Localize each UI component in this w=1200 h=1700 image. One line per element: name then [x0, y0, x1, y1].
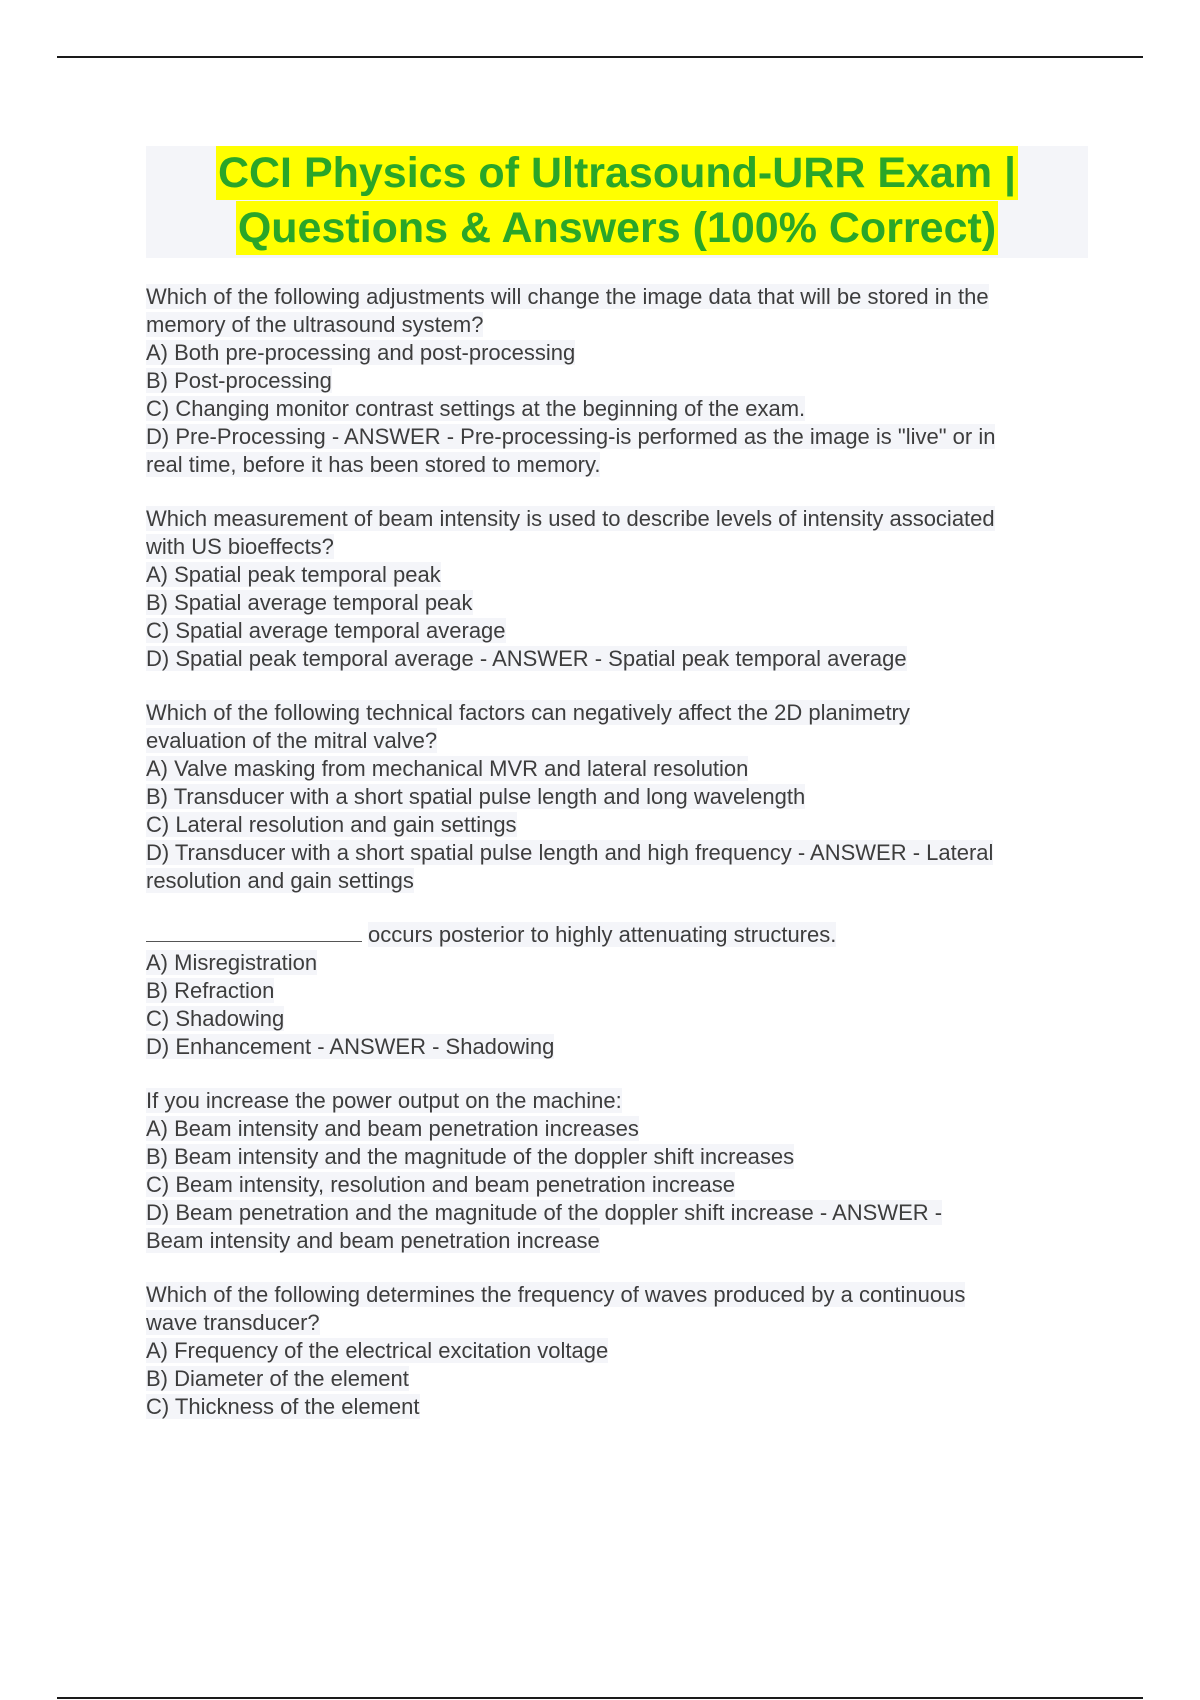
answer-option: C) Lateral resolution and gain settings	[146, 812, 517, 837]
answer-explanation: real time, before it has been stored to memory.	[146, 452, 601, 477]
answer-option: B) Refraction	[146, 978, 275, 1003]
question-block	[146, 1281, 1096, 1421]
answer-option: A) Valve masking from mechanical MVR and lateral resolution	[146, 756, 749, 781]
answer-option: C) Spatial average temporal average	[146, 618, 506, 643]
answer-option: C) Thickness of the element	[146, 1394, 420, 1419]
question-text: memory of the ultrasound system?	[146, 312, 484, 337]
question-block	[146, 921, 1096, 1061]
document-title	[146, 146, 1088, 258]
answer-option: B) Post-processing	[146, 368, 332, 393]
answer-option: C) Beam intensity, resolution and beam penetration increase	[146, 1172, 736, 1197]
answer-option: B) Beam intensity and the magnitude of the doppler shift increases	[146, 1144, 795, 1169]
question-text: Which of the following adjustments will change the image data that will be stored in the	[146, 284, 989, 309]
answer-option: A) Frequency of the electrical excitation voltage	[146, 1338, 609, 1363]
answer-option: B) Transducer with a short spatial pulse length and long wavelength	[146, 784, 806, 809]
answer-option: B) Diameter of the element	[146, 1366, 409, 1391]
answer-option: D) Pre-Processing - ANSWER - Pre-processing-is performed as the image is "live" or in	[146, 424, 996, 449]
answer-option: A) Spatial peak temporal peak	[146, 562, 441, 587]
question-text: wave transducer?	[146, 1310, 320, 1335]
answer-explanation: Beam intensity and beam penetration increase	[146, 1228, 600, 1253]
title-line-2: Questions & Answers (100% Correct)	[236, 201, 998, 255]
header-rule	[57, 56, 1143, 58]
answer-option: A) Both pre-processing and post-processing	[146, 340, 576, 365]
question-text: Which measurement of beam intensity is used to describe levels of intensity associated	[146, 506, 995, 531]
question-text: If you increase the power output on the machine:	[146, 1088, 622, 1113]
question-block	[146, 699, 1096, 895]
question-text: with US bioeffects?	[146, 534, 334, 559]
question-block	[146, 1087, 1096, 1255]
answer-option: D) Spatial peak temporal average - ANSWER - Spatial peak temporal average	[146, 646, 907, 671]
answer-option: D) Beam penetration and the magnitude of the doppler shift increase - ANSWER -	[146, 1200, 943, 1225]
question-text: Which of the following technical factors can negatively affect the 2D planimetry	[146, 700, 910, 725]
answer-explanation: resolution and gain settings	[146, 868, 414, 893]
answer-option: A) Misregistration	[146, 950, 318, 975]
title-line-1: CCI Physics of Ultrasound-URR Exam |	[216, 146, 1018, 200]
question-block	[146, 283, 1096, 479]
question-text: evaluation of the mitral valve?	[146, 728, 438, 753]
answer-option: B) Spatial average temporal peak	[146, 590, 473, 615]
question-block	[146, 505, 1096, 673]
question-text: occurs posterior to highly attenuating structures.	[146, 921, 1096, 949]
answer-option: C) Shadowing	[146, 1006, 285, 1031]
question-text: Which of the following determines the frequency of waves produced by a continuous	[146, 1282, 966, 1307]
question-list	[146, 283, 1096, 1447]
answer-option: D) Transducer with a short spatial pulse length and high frequency - ANSWER - Lateral	[146, 840, 994, 865]
answer-option: C) Changing monitor contrast settings at the beginning of the exam.	[146, 396, 806, 421]
answer-option: D) Enhancement - ANSWER - Shadowing	[146, 1034, 555, 1059]
fill-in-blank	[146, 921, 362, 942]
footer-rule	[57, 1697, 1143, 1699]
answer-option: A) Beam intensity and beam penetration increases	[146, 1116, 639, 1141]
